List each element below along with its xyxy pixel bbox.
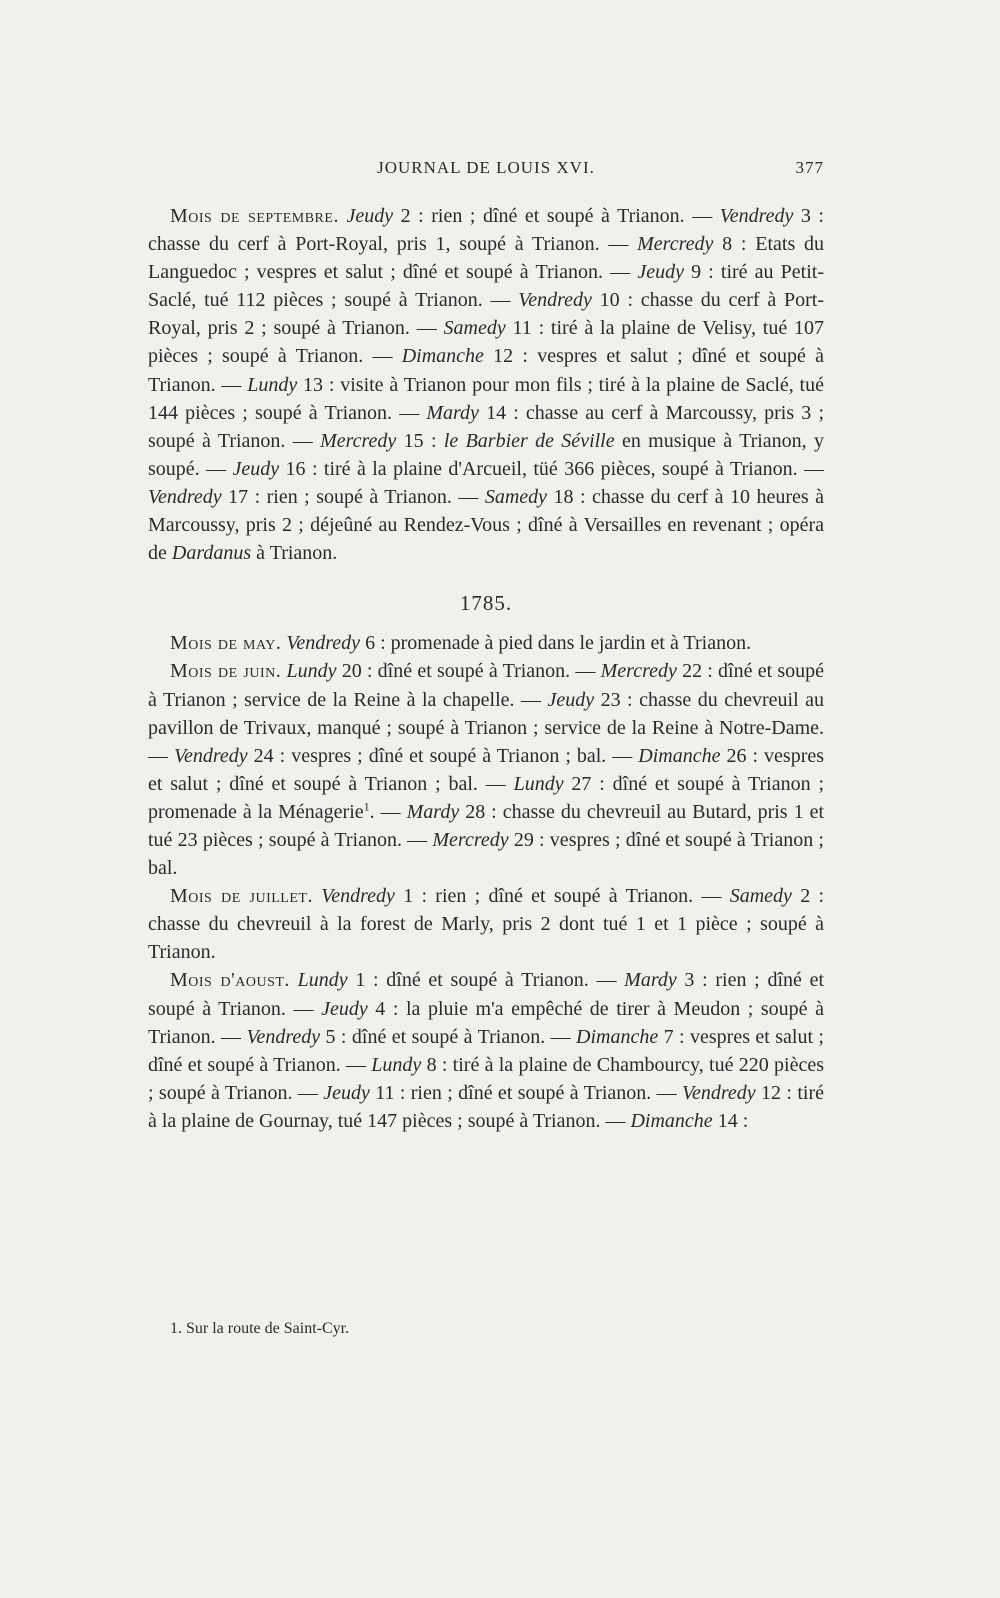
day-name: Jeudy <box>321 997 368 1020</box>
entry-text: 16 : tiré à la plaine d'Arcueil, tüé 366 pièces, soupé à Trianon. — <box>279 457 824 480</box>
entry-text: 18 : chasse du cerf à 10 heures à Marcoussy, pris 2 ; déjeûné au Rendez-Vous ; dîné à Versailles en revenant ; opéra de <box>148 485 824 565</box>
day-name: Vendredy <box>682 1081 756 1104</box>
entry-text: 24 : vespres ; dîné et soupé à Trianon ; bal. — <box>247 744 639 767</box>
entry-text: . — <box>369 800 407 823</box>
entry-text: 12 : tiré à la plaine de Gournay, tué 147 pièces ; soupé à Trianon. — <box>148 1081 824 1132</box>
entry-text: 6 : promenade à pied dans le jardin et à Trianon. <box>360 632 752 655</box>
work-title: Dardanus <box>171 542 252 565</box>
day-name: Dimanche <box>630 1109 713 1132</box>
entry-text: 1 : dîné et soupé à Trianon. — <box>347 969 625 992</box>
day-name: Jeudy <box>547 688 595 711</box>
day-name: Jeudy <box>323 1081 370 1104</box>
entry-text: 3 : rien ; dîné et soupé à Trianon. — <box>148 969 825 1020</box>
day-name: Mercredy <box>637 233 714 256</box>
entry-text: 5 : dîné et soupé à Trianon. — <box>320 1025 577 1048</box>
day-name: Vendredy <box>148 485 222 508</box>
day-name: Samedy <box>484 485 548 508</box>
day-name: Dimanche <box>638 744 721 767</box>
entry-text: 8 : Etats du Languedoc ; vespres et salut ; dîné et soupé à Trianon. — <box>148 233 824 284</box>
day-name: Dimanche <box>576 1025 659 1048</box>
entry-text: 20 : dîné et soupé à Trianon. — <box>336 660 601 683</box>
entry-text: 13 : visite à Trianon pour mon fils ; tiré à la plaine de Saclé, tué 144 pièces ; soupé à Trianon. — <box>148 373 824 424</box>
day-name: Mardy <box>426 401 479 424</box>
day-name: Vendredy <box>719 205 794 227</box>
day-name: Jeudy <box>637 261 684 284</box>
entry-text: 15 : <box>396 429 444 452</box>
entry-text: 12 : vespres et salut ; dîné et soupé à Trianon. — <box>148 345 824 396</box>
day-name: Jeudy <box>346 205 394 227</box>
day-name: Mercredy <box>600 660 677 683</box>
day-name: Jeudy <box>232 457 280 480</box>
footnote: 1. Sur la route de Saint-Cyr. <box>170 1320 350 1337</box>
entry-text: 9 : tiré au Petit-Saclé, tué 112 pièces ; soupé à Trianon. — <box>148 261 824 312</box>
day-name: Lundy <box>513 772 564 795</box>
running-head <box>148 158 824 182</box>
entry-august <box>148 966 824 1135</box>
entry-text: 14 : <box>712 1109 749 1132</box>
entry-text: 2 : rien ; dîné et soupé à Trianon. — <box>393 205 720 227</box>
year-heading: 1785. <box>459 591 513 616</box>
day-name: Mardy <box>406 800 460 823</box>
entry-text: 11 : rien ; dîné et soupé à Trianon. — <box>369 1081 682 1104</box>
entry-text: 11 : tiré à la plaine de Velisy, tué 107 pièces ; soupé à Trianon. — <box>148 317 824 368</box>
day-name: Samedy <box>729 885 792 908</box>
entry-july <box>148 882 824 966</box>
entry-june <box>148 657 824 882</box>
day-name: Dimanche <box>401 345 484 368</box>
day-name: Mercredy <box>432 828 509 851</box>
day-name: Vendredy <box>518 289 592 312</box>
entry-text: 17 : rien ; soupé à Trianon. — <box>221 485 485 508</box>
day-name: Samedy <box>443 317 506 340</box>
month-label: Mois de may. <box>170 632 282 655</box>
entry-text: 23 : chasse du chevreuil au pavillon de Trivaux, manqué ; soupé à Trianon ; service de la Reine à Notre-Dame. — <box>148 688 824 767</box>
running-title: JOURNAL DE LOUIS XVI. <box>377 158 595 177</box>
page-number: 377 <box>795 158 824 177</box>
day-name: Mardy <box>624 969 677 992</box>
day-name: Vendredy <box>286 632 361 655</box>
journal-text <box>148 202 824 1135</box>
entry-text: 22 : dîné et soupé à Trianon ; service de la Reine à la chapelle. — <box>148 660 825 711</box>
entry-text: 4 : la pluie m'a empêché de tirer à Meudon ; soupé à Trianon. — <box>148 997 824 1048</box>
day-name: Lundy <box>286 660 337 683</box>
month-label: Mois de juin. <box>170 660 282 683</box>
entry-text: 2 : chasse du chevreuil à la forest de Marly, pris 2 dont tué 1 et 1 pièce ; soupé à Trianon. <box>148 885 825 964</box>
month-label: Mois de septembre. <box>170 205 339 227</box>
day-name: Lundy <box>297 969 348 992</box>
entry-text: 10 : chasse du cerf à Port-Royal, pris 2 ; soupé à Trianon. — <box>148 289 824 340</box>
entry-text: 7 : vespres et salut ; dîné et soupé à Trianon. — <box>148 1025 824 1076</box>
entry-text: à Trianon. <box>251 542 338 565</box>
day-name: Vendredy <box>246 1025 321 1048</box>
entry-text: 14 : chasse au cerf à Marcoussy, pris 3 ; soupé à Trianon. — <box>148 401 824 452</box>
entry-text: 29 : vespres ; dîné et soupé à Trianon ; bal. <box>148 828 824 880</box>
day-name: Lundy <box>371 1053 422 1076</box>
day-name: Lundy <box>247 373 298 396</box>
entry-text: en musique à Trianon, y soupé. — <box>148 429 824 480</box>
entry-text: 28 : chasse du chevreuil au Butard, pris 1 et tué 23 pièces ; soupé à Trianon. — <box>148 800 825 851</box>
entry-text: 1 : rien ; dîné et soupé à Trianon. — <box>394 885 730 908</box>
entry-text: 26 : vespres et salut ; dîné et soupé à Trianon ; bal. — <box>148 744 825 795</box>
day-name: Vendredy <box>174 744 248 767</box>
day-name: Vendredy <box>321 885 395 908</box>
entry-text: 8 : tiré à la plaine de Chambourcy, tué 220 pièces ; soupé à Trianon. — <box>148 1053 824 1104</box>
month-label: Mois d'aoust. <box>170 969 290 992</box>
footnote-reference: 1 <box>363 799 370 814</box>
entry-text: 27 : dîné et soupé à Trianon ; promenade à la Ménagerie <box>148 772 825 823</box>
day-name: Mercredy <box>320 429 397 452</box>
month-label: Mois de juillet. <box>170 885 313 908</box>
entry-september <box>148 202 824 567</box>
entry-may <box>148 629 824 657</box>
entry-text: 3 : chasse du cerf à Port-Royal, pris 1, soupé à Trianon. — <box>148 205 824 256</box>
work-title: le Barbier de Séville <box>443 429 615 452</box>
